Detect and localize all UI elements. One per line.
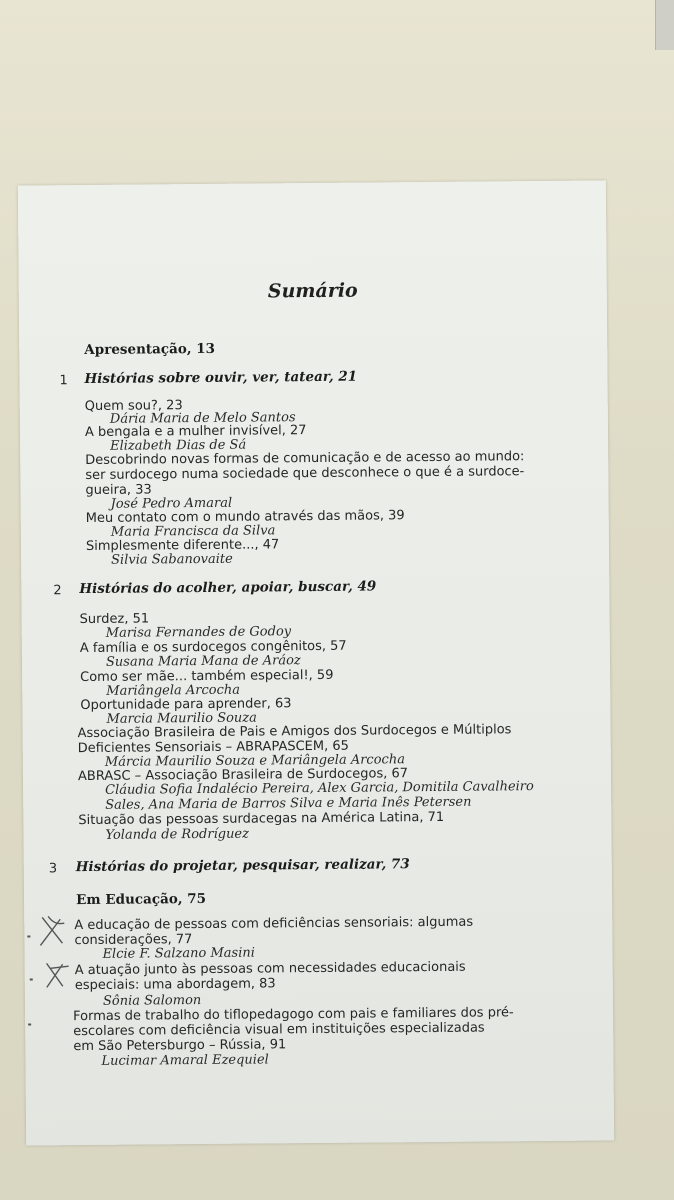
toc-entry: Descobrindo novas formas de comunicação e de acesso ao mundo: <box>85 449 525 469</box>
toc-entry: ser surdocego numa sociedade que desconhece o que é a surdoce- <box>85 464 525 484</box>
toc-author: Sales, Ana Maria de Barros Silva e Maria Inês Petersen <box>105 794 472 813</box>
toc-entry: gueira, 33 <box>85 482 152 499</box>
toc-author: Elcie F. Salzano Masini <box>102 945 255 962</box>
toc-author: José Pedro Amaral <box>110 495 233 512</box>
toc-author: Marisa Fernandes de Godoy <box>105 624 292 641</box>
toc-heading-apresentacao: Apresentação, 13 <box>84 340 216 359</box>
toc-author: Cláudia Sofia Indalécio Pereira, Alex Garcia, Domitila Cavalheiro <box>105 779 534 798</box>
toc-entry: Oportunidade para aprender, 63 <box>80 696 292 714</box>
toc-author: Yolanda de Rodríguez <box>105 826 250 843</box>
toc-author: Maria Francisca da Silva <box>110 523 276 540</box>
toc-entry: ABRASC – Associação Brasileira de Surdocegos, 67 <box>77 766 409 785</box>
toc-section-1: Histórias sobre ouvir, ver, tatear, 21 <box>84 368 358 388</box>
toc-entry: Formas de trabalho do tiflopedagogo com pais e familiares dos pré- <box>73 1005 514 1025</box>
toc-entry: A educação de pessoas com deficiências sensoriais: algumas <box>74 914 474 934</box>
toc-entry: especiais: uma abordagem, 83 <box>74 976 276 994</box>
toc-entry: Meu contato com o mundo através das mãos, 39 <box>85 508 405 527</box>
pencil-dot-icon <box>30 978 33 980</box>
toc-author: Elizabeth Dias de Sá <box>110 437 247 454</box>
section-number-2: 2 <box>53 583 62 599</box>
toc-entry: considerações, 77 <box>74 932 193 949</box>
pencil-dot-icon <box>27 936 30 938</box>
toc-author: Márcia Maurilio Souza e Mariângela Arcocha <box>104 752 405 770</box>
toc-entry: A atuação junto às pessoas com necessidades educacionais <box>74 959 466 979</box>
toc-author: Mariângela Arcocha <box>106 682 241 699</box>
toc-entry: Surdez, 51 <box>79 611 150 628</box>
adjacent-page-corner <box>655 0 674 50</box>
toc-author: Lucimar Amaral Ezequiel <box>101 1052 269 1069</box>
toc-entry: A família e os surdocegos congênitos, 57 <box>79 638 347 657</box>
section-number-3: 3 <box>48 861 58 877</box>
section-number-1: 1 <box>59 373 68 389</box>
toc-section-2: Histórias do acolher, apoiar, buscar, 49 <box>79 578 377 598</box>
toc-section-3: Histórias do projetar, pesquisar, realizar, 73 <box>75 856 410 876</box>
page-title: Sumário <box>267 279 358 303</box>
toc-entry: Como ser mãe... também especial!, 59 <box>80 667 334 686</box>
toc-author: Sônia Salomon <box>102 993 202 1009</box>
pencil-dot-icon <box>28 1023 31 1025</box>
book-page <box>18 180 614 1145</box>
toc-entry: Associação Brasileira de Pais e Amigos dos Surdocegos e Múltiplos <box>77 722 512 742</box>
pencil-x-mark-icon <box>34 913 70 949</box>
toc-subheading-educacao: Em Educação, 75 <box>75 890 207 909</box>
toc-entry: Simplesmente diferente..., 47 <box>85 537 280 555</box>
toc-entry: Situação das pessoas surdacegas na América Latina, 71 <box>78 809 445 829</box>
toc-author: Silvia Sabanovaite <box>111 551 233 568</box>
toc-entry: A bengala e a mulher invisível, 27 <box>84 423 307 441</box>
pencil-x-mark-icon <box>39 960 73 990</box>
toc-author: Susana Maria Mana de Aráoz <box>105 653 301 670</box>
toc-entry: escolares com deficiência visual em instituições especializadas <box>73 1020 485 1040</box>
toc-entry: Quem sou?, 23 <box>84 398 183 415</box>
toc-entry: em São Petersburgo – Rússia, 91 <box>73 1037 287 1055</box>
toc-entry: Deficientes Sensoriais – ABRAPASCEM, 65 <box>77 738 349 757</box>
toc-author: Marcia Maurilio Souza <box>106 710 257 727</box>
toc-author: Dária Maria de Melo Santos <box>109 410 296 427</box>
